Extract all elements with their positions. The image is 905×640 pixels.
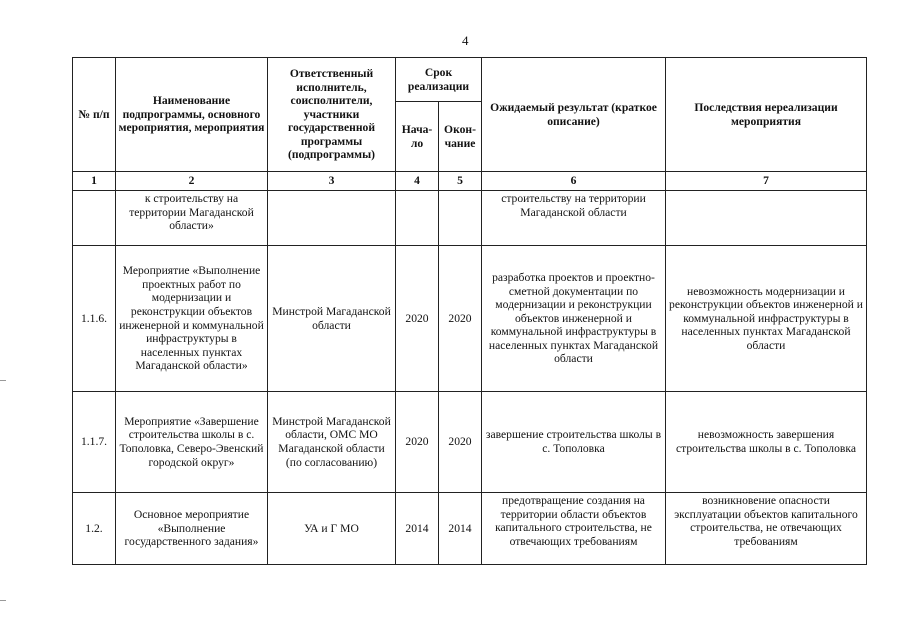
row-name: Основное мероприятие «Выполнение государственного задания» — [116, 493, 268, 565]
header-result: Ожидаемый результат (краткое описание) — [482, 58, 666, 172]
column-number: 2 — [116, 172, 268, 191]
header-end: Окон-чание — [439, 102, 482, 172]
row-start: 2020 — [396, 392, 439, 493]
row-num — [73, 191, 116, 246]
header-consequence: Последствия нереализации мероприятия — [666, 58, 867, 172]
header-period: Срок реализации — [396, 58, 482, 102]
table-row — [73, 392, 867, 493]
row-executor: Минстрой Магаданской области, ОМС МО Магаданской области (по согласованию) — [268, 392, 396, 493]
row-end: 2020 — [439, 392, 482, 493]
row-name: Мероприятие «Выполнение проектных работ по модернизации и реконструкции объектов инженерной и коммунальной инфраструктуры в населенных пунктах Магаданской области» — [116, 246, 268, 392]
column-number: 1 — [73, 172, 116, 191]
row-result: предотвращение создания на территории области объектов капитального строительства, не отвечающих требованиям — [482, 493, 666, 565]
row-consequence — [666, 191, 867, 246]
row-name: Мероприятие «Завершение строительства школы в с. Тополовка, Северо-Эвенский городской округ» — [116, 392, 268, 493]
row-executor: УА и Г МО — [268, 493, 396, 565]
header-name: Наименование подпрограммы, основного мероприятия, мероприятия — [116, 58, 268, 172]
header-num: № п/п — [73, 58, 116, 172]
column-number: 3 — [268, 172, 396, 191]
row-result: разработка проектов и проектно-сметной документации по модернизации и реконструкции объектов инженерной и коммунальной инфраструктуры в населенных пунктах Магаданской области — [482, 246, 666, 392]
row-executor — [268, 191, 396, 246]
row-result: строительству на территории Магаданской области — [482, 191, 666, 246]
row-num: 1.2. — [73, 493, 116, 565]
program-table — [72, 57, 867, 565]
row-name: к строительству на территории Магаданской области» — [116, 191, 268, 246]
row-result: завершение строительства школы в с. Тополовка — [482, 392, 666, 493]
page-number: 4 — [462, 33, 469, 48]
scan-edge-mark — [0, 600, 6, 601]
column-number-row — [73, 172, 867, 191]
row-start: 2014 — [396, 493, 439, 565]
scan-edge-mark — [0, 380, 6, 381]
row-start — [396, 191, 439, 246]
column-number: 4 — [396, 172, 439, 191]
column-number: 6 — [482, 172, 666, 191]
row-end: 2014 — [439, 493, 482, 565]
table-row — [73, 246, 867, 392]
row-num: 1.1.7. — [73, 392, 116, 493]
row-consequence: возникновение опасности эксплуатации объектов капитального строительства, не отвечающих требованиям — [666, 493, 867, 565]
header-start: Нача-ло — [396, 102, 439, 172]
column-number: 7 — [666, 172, 867, 191]
column-number: 5 — [439, 172, 482, 191]
table-row — [73, 493, 867, 565]
row-end — [439, 191, 482, 246]
header-executor: Ответственный исполнитель, соисполнители, участники государственной программы (подпрограммы) — [268, 58, 396, 172]
table-row — [73, 191, 867, 246]
row-end: 2020 — [439, 246, 482, 392]
row-start: 2020 — [396, 246, 439, 392]
row-consequence: невозможность модернизации и реконструкции объектов инженерной и коммунальной инфраструктуры в населенных пунктах Магаданской области — [666, 246, 867, 392]
row-num: 1.1.6. — [73, 246, 116, 392]
row-executor: Минстрой Магаданской области — [268, 246, 396, 392]
row-consequence: невозможность завершения строительства школы в с. Тополовка — [666, 392, 867, 493]
